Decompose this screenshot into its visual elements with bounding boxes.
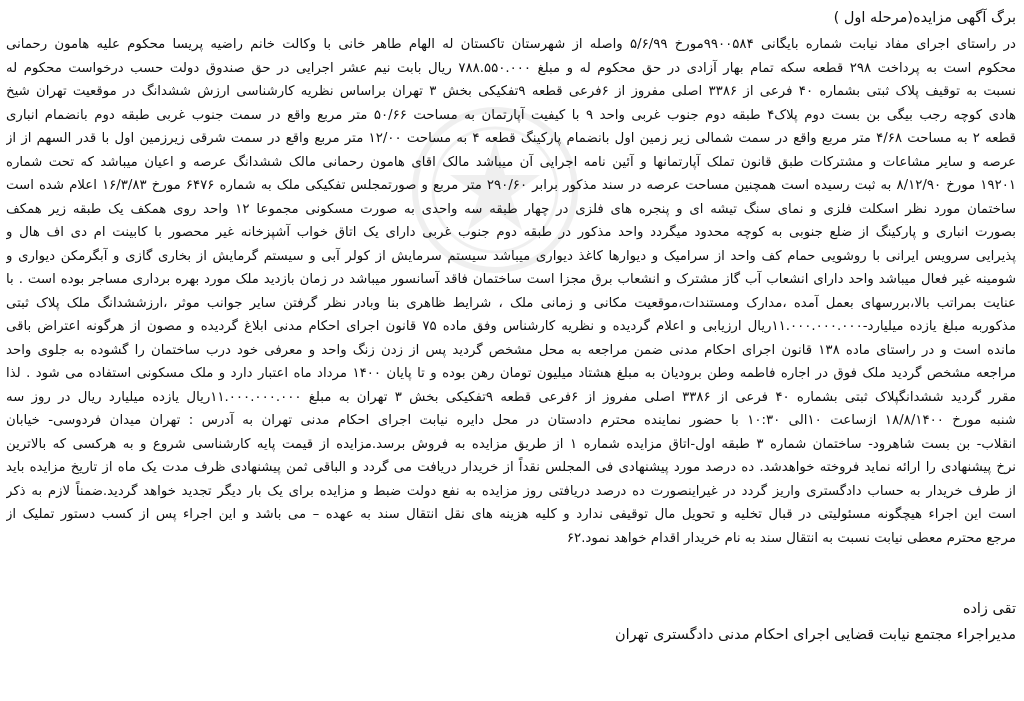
notice-line-text: شنبه مورخ ۱۸/۸/۱۴۰۰ ازساعت ۱۰الی ۱۰:۳۰ با حضور نماینده محترم دادستان در محل دایره نیابت اجرای احکام مدنی تهران به آدرس : تهران میدان فردوسی- خیابان [6,413,1016,428]
notice-line [6,527,1016,551]
notice-line [6,104,1016,128]
notice-line-text: عرصه و سایر مشاعات و مشترکات طبق قانون تملک آپارتمانها و آئین نامه اجرایی آن میباشد مالک اقای هامون رحمانی مالک ششدانگ عرصه و اعیان میباشد که تحت شماره [6,154,1016,170]
notice-line-text: ۱۹۲۰۱ مورخ ۸/۱۲/۹۰ به ثبت رسیده است همچنین مساحت عرصه در سند مذکور برابر ۲۹۰/۶۰ متر مربع و صورتمجلس تفکیکی ملک به شماره ۶۴۷۶ مورخ ۱۶/۳/۸۳ اعلام شده است [6,178,1016,193]
notice-line-text: هادی کوچه رجب بیگی بن بست دوم پلاک۴ طبقه دوم جنوب غربی واحد ۹ با کیفیت آپارتمان به مساحت ۵۰/۶۶ متر مربع واقع در سمت جنوب غربی طبقه دوم بانضمام انباری [6,107,1016,123]
notice-line [6,221,1016,245]
notice-line-text: عنایت بمراتب بالا،بررسهای بعمل آمده ،مدارک ومستندات،موقعیت مکانی و زمانی ملک ، شرایط ظاهری بنا وبادر نظر گرفتن سایر جوانب موثر ،ارزششدانگ ملک پلاک ثبتی [6,295,1016,311]
notice-line [6,315,1016,339]
notice-line-text: بصورت انباری و پارکینگ از ضلع جنوبی به کوچه محدود میگردد واحد مذکور در طبقه دوم جنوب غربی دارای یک اتاق خواب آشپزخانه غیر محصور با کابینت ام دی اف هال و [6,225,1016,240]
notice-line-text: شومینه غیر فعال میباشد واحد دارای انشعاب آب گاز مشترک و انشعاب برق مجزا است ساختمان فاقد آسانسور میباشد در زمان بازدید ملک مورد بهره برداری مساجر بوده است . با [6,272,1016,287]
notice-body [6,33,1016,550]
notice-line [6,292,1016,316]
notice-line [6,268,1016,292]
notice-line-text: نسبت به توقیف پلاک ثبتی بشماره ۴۰ فرعی از ۳۳۸۶ اصلی مفروز از ۶فرعی قطعه ۹تفکیکی بخش ۳ تهران براساس نظریه کارشناسی ارزش ششدانگ در موقعیت تهران شیخ [6,84,1016,99]
notice-line [6,433,1016,457]
notice-line [6,174,1016,198]
notice-line-text: مانده است و در راستای ماده ۱۳۸ قانون اجرای احکام مدنی ضمن مراجعه به محل مشخص گردید پس از زدن زنگ واحد و معرفی خود درب ساختمان را گشوده به جلوی واحد [6,342,1016,358]
notice-line-text: مقرر گردید ششدانگپلاک ثبتی بشماره ۴۰ فرعی از ۳۳۸۶ اصلی مفروز از ۶فرعی قطعه ۹تفکیکی بخش ۳ تهران به مبلغ ۱۱.۰۰۰.۰۰۰.۰۰۰ریال یازده میلیارد ریال در روز سه [6,389,1016,405]
notice-line-text: از طرف خریدار به حساب دادگستری واریز گردد در غیراینصورت ده درصد دریافتی روز مزایده به نفع دولت ضبط و مزایده برای یک بار دیگر تجدید خواهد گردید.ضمناً لازم به ذکر [6,483,1016,499]
notice-line-text: است این اجراء هیچگونه مسئولیتی در قبال تخلیه و تحویل مال توقیفی ندارد و کلیه هزینه های نقل انتقال سند به عهده – می باشد و این اجراء پس از کسب دستور تملیک از [6,507,1016,522]
notice-line [6,339,1016,363]
notice-line-text: محکوم است به پرداخت ۲۹۸ قطعه سکه تمام بهار آزادی در حق محکوم له و مبلغ ۷۸۸.۵۵۰.۰۰۰ ریال بابت نیم عشر اجرایی در حق صندوق دولت حسب درخواست محکوم له [6,60,1016,76]
notice-line-text: مراجعه مشخص گردید ملک فوق در اجاره فاطمه وطن برودیان به مبلغ هشتاد میلیون تومان رهن بوده و تا پایان ۱۴۰۰ مرداد ماه اعتبار دارد و ملک مسکونی استفاده می شود . لذا [6,366,1016,381]
notice-line [6,80,1016,104]
notice-line [6,362,1016,386]
signature-name: تقی زاده [962,601,1016,617]
notice-line [6,57,1016,81]
notice-line-text: ساختمان مورد نظر اسکلت فلزی و نمای سنگ تیشه ای و پنجره های فلزی در چهار طبقه سه واحدی به صورت مسکونی مجموعا ۱۲ واحد روی همکف یک طبقه زیر همکف [6,201,1016,217]
notice-line-text: قطعه ۲ به مساحت ۴/۶۸ متر مربع واقع در سمت شمالی زیر زمین اول بانضمام پارکینگ قطعه ۴ به مساحت ۱۲/۰۰ متر مربع واقع در سمت شرقی زیرزمین اول با قدر السهم از از [6,131,1016,146]
signature-position: مدیراجراء مجتمع نیابت قضایی اجرای احکام مدنی دادگستری تهران [614,627,1016,643]
notice-line [6,480,1016,504]
notice-line [6,386,1016,410]
notice-title: برگ آگهی مزایده(مرحله اول ) [833,10,1016,26]
notice-line-text: مذکوربه مبلغ یازده میلیارد-۱۱.۰۰۰.۰۰۰.۰۰۰ریال ارزیابی و اعلام گردیده و نظریه کارشناس وفق ماده ۷۵ قانون اجرای احکام مدنی ابلاغ گردیده و مصون از هرگونه اعتراض باقی [6,319,1016,334]
notice-line-text: مرجع محترم معطی نیابت نسبت به انتقال سند به نام خریدار اقدام خواهد نمود.۶۲ [566,530,1016,546]
notice-line [6,151,1016,175]
notice-line [6,198,1016,222]
notice-line-text: در راستای اجرای مفاد نیابت شماره بایگانی ۹۹۰۰۵۸۴مورخ ۵/۶/۹۹ واصله از شهرستان تاکستان له الهام طاهر خانی با وکالت خانم راضیه پریسا محکوم علیه هامون رحمانی [6,37,1016,52]
notice-line [6,245,1016,269]
notice-line [6,409,1016,433]
notice-line-text: پذیرایی سرویس ایرانی با روشویی حمام کف واحد از سرامیک و دیوارها کاغذ دیواری میباشد سیستم سرمایش از کولر آبی و سیستم گرمایش از بخاری گازی و آبگرمکن دیواری و [6,248,1016,264]
notice-line [6,33,1016,57]
notice-line-text: انقلاب- بن بست شاهرود- ساختمان شماره ۳ طبقه اول-اتاق مزایده شماره ۱ از طریق مزایده به فروش برسد.مزایده از قیمت پایه کارشناسی شروع و به هرکسی که بالاترین [6,436,1016,452]
notice-line [6,503,1016,527]
notice-line [6,456,1016,480]
notice-line-text: نرخ پیشنهادی را ارائه نماید فروخته خواهدشد. ده درصد مورد پیشنهادی فی المجلس نقداً از خریدار دریافت می گردد و الباقی ثمن پیشنهادی ظرف مدت یک ماه از تاریخ مزایده باید [6,460,1016,475]
notice-line [6,127,1016,151]
